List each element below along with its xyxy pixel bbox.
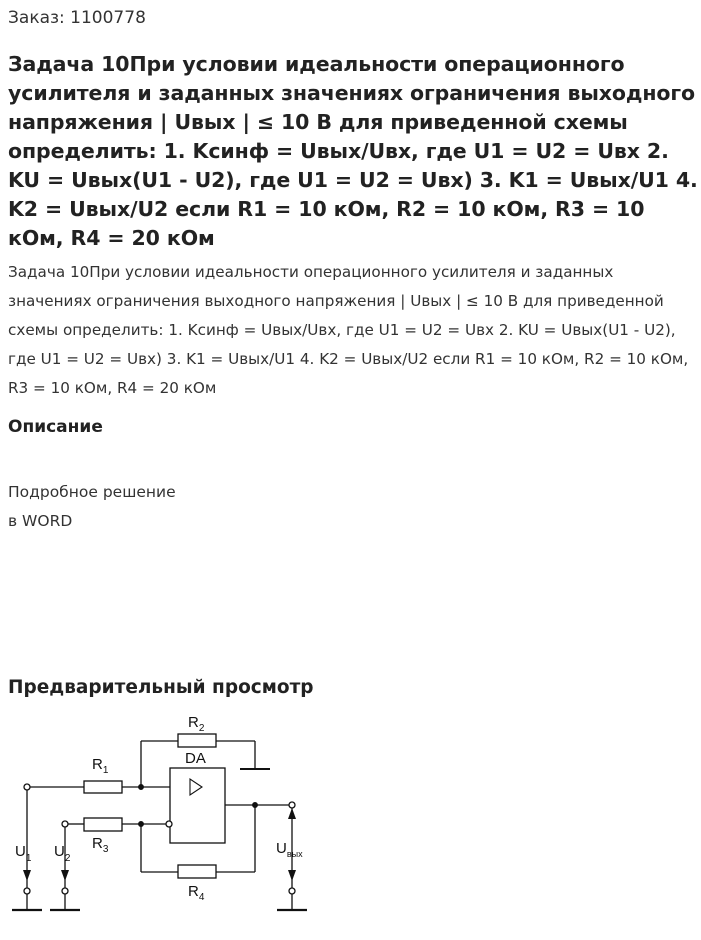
- u2-terminal: [62, 821, 68, 827]
- description-line-1: Подробное решение: [8, 483, 176, 501]
- circuit-preview: [0, 705, 330, 936]
- description-heading: Описание: [8, 417, 103, 437]
- resistor-r2: [178, 734, 216, 747]
- opamp-inverting-bubble: [166, 821, 172, 827]
- label-u2: $U_2$: [54, 843, 71, 864]
- label-r4: $R_4$: [188, 883, 205, 903]
- label-r1: $R_1$: [92, 756, 109, 776]
- node-output: [253, 803, 258, 808]
- page-title: Задача 10При условии идеальности операционного усилителя и заданных значениях ограничения выходного напряжения | Uвых | ≤ 10 В для приведенной схемы определить: 1. Kсинф = Uвых/Uвх, где U1 = U2 = Uвх 2. KU = Uвых(U1 - U2), где U1 = U2 = Uвх) 3. K1 = Uвых/U1 4. K2 = Uвых/U2 если R1 = 10 кОм, R2 = 10 кОм, R3 = 10 кОм, R4 = 20 кОм: [8, 52, 698, 250]
- opamp-triangle-icon: [190, 779, 202, 795]
- circuit-diagram: [0, 705, 330, 936]
- label-da: DA: [185, 750, 206, 767]
- description-line-2: в WORD: [8, 512, 73, 530]
- opamp-da: [170, 768, 225, 843]
- uout-terminal: [289, 802, 295, 808]
- order-number: Заказ: 1100778: [8, 8, 146, 28]
- resistor-r3: [84, 818, 122, 831]
- resistor-r1: [84, 781, 122, 793]
- task-text: Задача 10При условии идеальности операционного усилителя и заданных значениях ограничения выходного напряжения | Uвых | ≤ 10 В для приведенной схемы определить: 1. Kсинф = Uвых/Uвх, где U1 = U2 = Uвх 2. KU = Uвых(U1 - U2), где U1 = U2 = Uвх) 3. K1 = Uвых/U1 4. K2 = Uвых/U2 если R1 = 10 кОм, R2 = 10 кОм, R3 = 10 кОм, R4 = 20 кОм: [8, 263, 689, 397]
- description: [8, 478, 176, 536]
- label-r3: $R_3$: [92, 835, 109, 855]
- resistor-r4: [178, 865, 216, 878]
- label-uout: $U_{вых}$: [276, 840, 303, 859]
- label-u1: $U_1$: [15, 843, 32, 864]
- label-r2: $R_2$: [188, 714, 205, 734]
- u1-terminal: [24, 784, 30, 790]
- preview-heading: Предварительный просмотр: [8, 677, 314, 698]
